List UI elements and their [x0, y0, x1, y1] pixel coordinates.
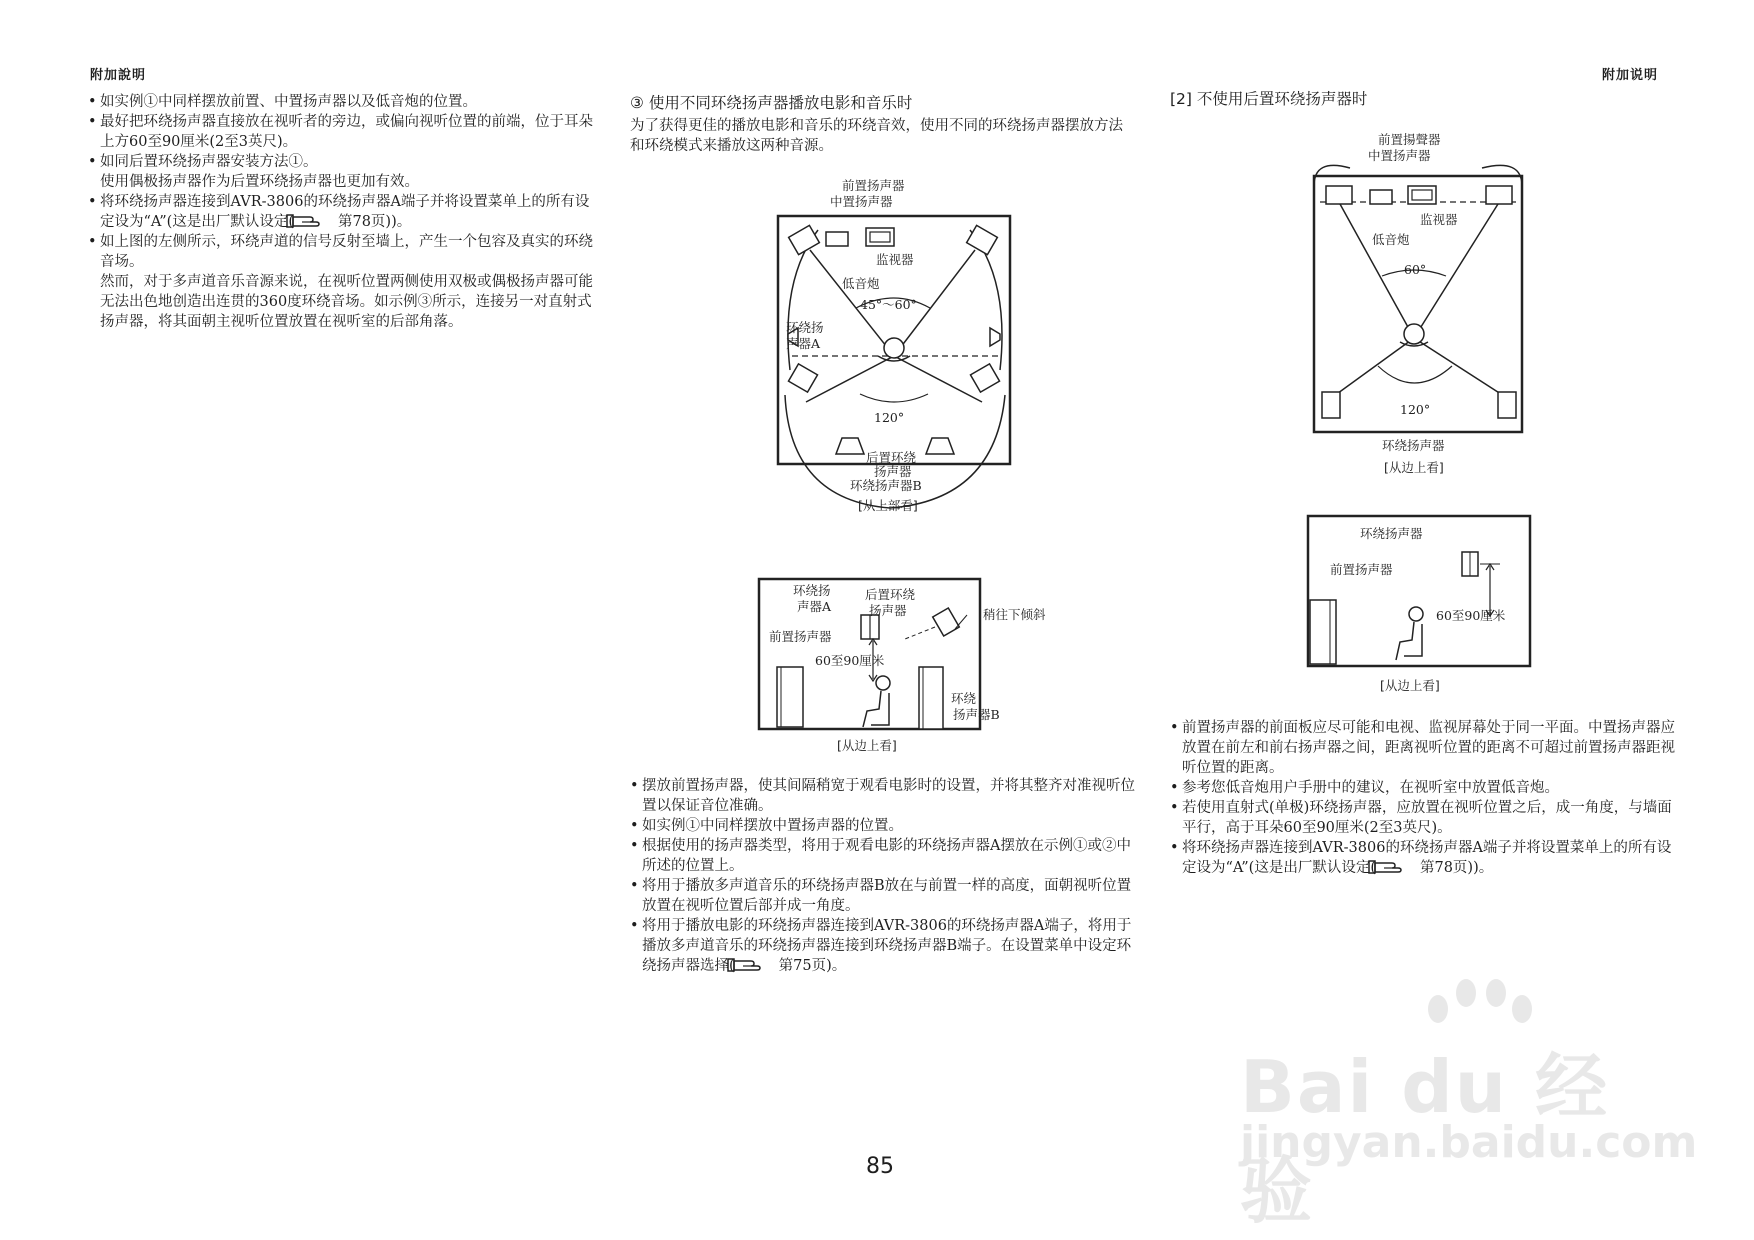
front-speaker-left	[1326, 186, 1352, 204]
figure-caption: [从边上看]	[1384, 460, 1444, 475]
subwoofer-box	[826, 232, 848, 246]
column-middle	[630, 92, 1136, 156]
label-surround-a-1: 环绕扬	[793, 583, 831, 598]
pointing-hand-icon	[1380, 859, 1416, 875]
surround-speaker-right	[1498, 392, 1516, 418]
front-speaker-right	[967, 225, 998, 254]
diagram-top-view-movies-music	[770, 170, 1020, 540]
column-middle-bullets	[630, 776, 1136, 976]
pointing-hand-icon	[739, 957, 775, 973]
label-center-speaker: 中置扬声器	[830, 194, 893, 209]
list-item: • 如上图的左侧所示，环绕声道的信号反射至墙上，产生一个包容及真实的环绕音场。 然而，对于多声道音乐音源来说，在视听位置两侧使用双极或偶极扬声器可能无法出色地创造出连贯的360度环绕音场。如示例③所示，连接另一对直射式扬声器，将其面朝主视听位置放置在视听室的后部角落。	[88, 234, 593, 330]
label-subwoofer: 低音炮	[1372, 232, 1410, 247]
figure-caption: [从边上看]	[1380, 678, 1440, 693]
section-title: [2] 不使用后置环绕扬声器时	[1170, 90, 1368, 108]
front-speaker-right	[1486, 186, 1512, 204]
label-angle-front: 60°	[1404, 262, 1427, 277]
label-front-speakers: 前置扬声器	[769, 629, 832, 644]
listener-icon	[884, 338, 904, 358]
label-rear-surround-1: 后置环绕	[866, 450, 917, 465]
list-item: • 摆放前置扬声器，使其间隔稍宽于观看电影时的设置，并将其整齐对准视听位置以保证音位准确。	[630, 778, 1135, 814]
label-front-speakers: 前置扬声器	[1330, 562, 1393, 577]
surround-speaker-b-right	[970, 364, 999, 392]
list-item: • 如实例①中同样摆放前置、中置扬声器以及低音炮的位置。	[88, 94, 477, 110]
label-angle-rear: 120°	[1400, 402, 1431, 417]
list-item: • 将用于播放电影的环绕扬声器连接到AVR-3806的环绕扬声器A端子，将用于播放多声道音乐的环绕扬声器连接到环绕扬声器B端子。在设置菜单中设定环绕扬声器选择( 第75页)。	[630, 918, 1132, 974]
label-surround-a-2: 声器A	[786, 336, 821, 351]
section-intro: 为了获得更佳的播放电影和音乐的环绕音效，使用不同的环绕扬声器摆放方法和环绕模式来播放这两种音源。	[630, 118, 1123, 154]
watermark-brand: Bai du 经验	[1240, 1045, 1610, 1233]
diagram-side-view-movies-music	[755, 575, 1046, 755]
front-speaker-box	[1310, 600, 1336, 664]
list-item: • 前置扬声器的前面板应尽可能和电视、监视屏幕处于同一平面。中置扬声器应放置在前左和前右扬声器之间，距离视听位置的距离不可超过前置扬声器距视听位置的距离。	[1170, 720, 1675, 776]
label-surround: 环绕扬声器	[1360, 526, 1423, 541]
label-monitor: 监视器	[876, 252, 914, 267]
list-item: • 将用于播放多声道音乐的环绕扬声器B放在与前置一样的高度，面朝视听位置放置在视听位置后部并成一角度。	[630, 878, 1132, 914]
diagram-top-view-no-rear	[1310, 128, 1530, 483]
list-item: • 根据使用的扬声器类型，将用于观看电影的环绕扬声器A摆放在示例①或②中所述的位置上。	[630, 838, 1131, 874]
page-number: 85	[866, 1154, 894, 1179]
column-right	[1170, 88, 1670, 112]
baidu-watermark	[1240, 975, 1698, 1233]
watermark-url: jingyan.baidu.com	[1240, 1117, 1698, 1168]
label-surround: 环绕扬声器	[1382, 438, 1445, 453]
list-item: • 参考您低音炮用户手册中的建议，在视听室中放置低音炮。	[1170, 780, 1559, 796]
label-height: 60至90厘米	[815, 653, 885, 668]
surround-speaker-left	[1322, 392, 1340, 418]
label-center-speaker: 中置扬声器	[1368, 148, 1431, 163]
rear-surround-left	[836, 438, 864, 454]
list-item: • 将环绕扬声器连接到AVR-3806的环绕扬声器A端子并将设置菜单上的所有设定设为“A”(这是出厂默认设定( 第78页))。	[1170, 840, 1672, 876]
listener-icon	[1404, 324, 1424, 344]
surround-speaker-a-right	[990, 328, 1000, 346]
label-surround-b-1: 环绕	[951, 691, 977, 706]
figure-caption: [从边上看]	[837, 738, 897, 753]
header-right: 附加说明	[1602, 68, 1659, 83]
bullet-list-right	[1170, 718, 1678, 878]
rear-surround-box	[933, 608, 960, 636]
front-speaker-left	[789, 225, 820, 254]
label-rear-surround-2: 扬声器	[874, 464, 912, 479]
label-monitor: 监视器	[1420, 212, 1458, 227]
label-surround-a-2: 声器A	[797, 599, 832, 614]
label-angle-rear: 120°	[874, 410, 905, 425]
list-item: • 若使用直射式(单极)环绕扬声器，应放置在视听位置之后，成一角度，与墙面平行，高于耳朵60至90厘米(2至3英尺)。	[1170, 800, 1672, 836]
label-front-speakers: 前置揚聲器	[1378, 132, 1441, 147]
header-left: 附加說明	[90, 68, 147, 83]
list-item: • 如实例①中同样摆放中置扬声器的位置。	[630, 818, 903, 834]
label-front-speakers: 前置扬声器	[842, 178, 905, 193]
pointing-hand-icon	[298, 213, 334, 229]
label-height: 60至90厘米	[1436, 608, 1506, 623]
rear-surround-right	[926, 438, 954, 454]
subwoofer-box	[1370, 190, 1392, 204]
label-tilt: 稍往下倾斜	[983, 607, 1046, 622]
bullet-list-left	[88, 92, 596, 332]
label-rear-surround-2: 扬声器	[869, 603, 907, 618]
listener-icon	[876, 676, 890, 690]
bullet-list-middle	[630, 776, 1136, 976]
label-angle-front: 45°～60°	[860, 297, 917, 312]
column-right-bullets	[1170, 718, 1678, 878]
label-subwoofer: 低音炮	[842, 276, 880, 291]
figure-caption: [从上部看]	[858, 498, 918, 513]
list-item: • 如同后置环绕扬声器安装方法①。 使用偶极扬声器作为后置环绕扬声器也更加有效。	[88, 154, 419, 190]
list-item: • 将环绕扬声器连接到AVR-3806的环绕扬声器A端子并将设置菜单上的所有设定设为“A”(这是出厂默认设定( 第78页))。	[88, 194, 590, 230]
label-rear-surround-1: 后置环绕	[865, 587, 916, 602]
list-item: • 最好把环绕扬声器直接放在视听者的旁边，或偏向视听位置的前端，位于耳朵上方60至90厘米(2至3英尺)。	[88, 114, 593, 150]
listener-icon	[1409, 607, 1423, 621]
diagram-side-view-no-rear	[1304, 512, 1534, 697]
label-surround-b: 环绕扬声器B	[850, 478, 922, 493]
column-left	[88, 92, 596, 332]
section-title: ③ 使用不同环绕扬声器播放电影和音乐时	[630, 94, 913, 112]
surround-speaker-b-left	[788, 364, 817, 392]
label-surround-a-1: 环绕扬	[786, 320, 824, 335]
label-surround-b-2: 扬声器B	[953, 707, 1000, 722]
